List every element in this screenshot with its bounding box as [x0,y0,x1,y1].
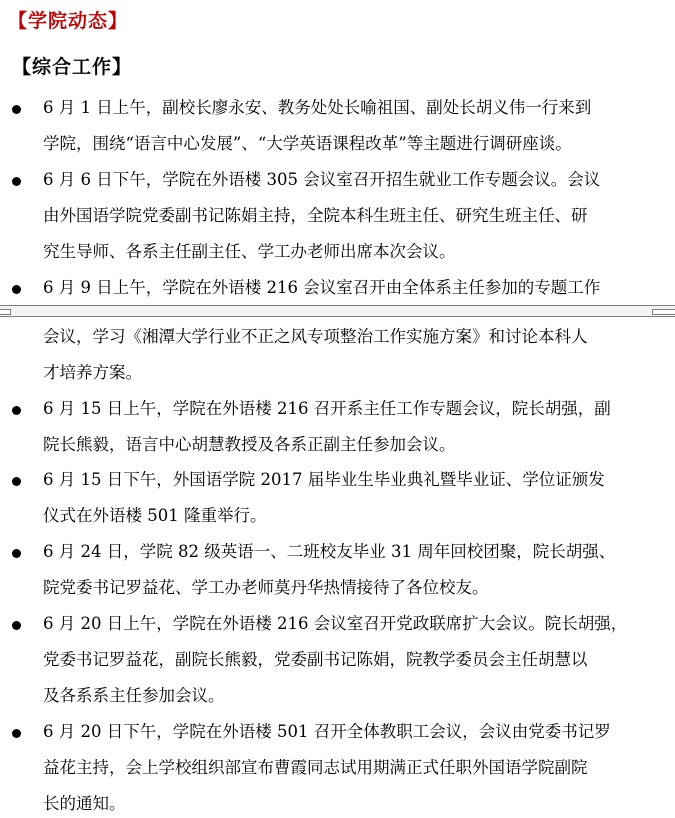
page-break-separator [0,305,675,317]
item-text-line: 究生导师、各系主任副主任、学工办老师出席本次会议。 [43,242,456,261]
item-text-line: 仪式在外语楼 501 隆重举行。 [43,506,267,525]
item-text-line: 院长熊毅，语言中心胡慧教授及各系正副主任参加会议。 [43,435,456,454]
subsection-title: 【综合工作】 [12,56,133,78]
item-text-line: 6 月 20 日上午，学院在外语楼 216 会议室召开党政联席扩大会议。院长胡强， [43,614,628,633]
bullet-icon [12,549,21,558]
item-text-line: 院党委书记罗益花、学工办老师莫丹华热情接待了各位校友。 [43,578,489,597]
bullet-icon [12,177,21,186]
item-text-line: 党委书记罗益花，副院长熊毅，党委副书记陈娟，院教学委员会主任胡慧以 [43,650,588,669]
item-text-line: 6 月 24 日，学院 82 级英语一、二班校友毕业 31 周年回校团聚，院长胡强、 [43,542,616,561]
section-title: 【学院动态】 [8,10,129,32]
bullet-icon [12,406,21,415]
item-text-line: 由外国语学院党委副书记陈娟主持，全院本科生班主任、研究生班主任、研 [43,206,588,225]
bullet-icon [12,621,21,630]
item-text-line: 益花主持，会上学校组织部宣布曹霞同志试用期满正式任职外国语学院副院 [43,758,588,777]
item-text-line: 6 月 15 日上午，学院在外语楼 216 召开系主任工作专题会议，院长胡强，副 [43,399,611,418]
item-text-line: 6 月 20 日下午，学院在外语楼 501 召开全体教职工会议，会议由党委书记罗 [43,722,611,741]
item-text-line: 才培养方案。 [43,363,142,382]
item-text-line: 6 月 6 日下午，学院在外语楼 305 会议室召开招生就业工作专题会议。会议 [43,170,601,189]
bullet-icon [12,105,21,114]
item-text-line: 6 月 15 日下午，外国语学院 2017 届毕业生毕业典礼暨毕业证、学位证颁发 [43,470,605,489]
item-text-line: 6 月 1 日上午，副校长廖永安、教务处处长喻祖国、副处长胡义伟一行来到 [43,98,592,117]
bullet-icon [12,477,21,486]
item-text-line: 会议，学习《湘潭大学行业不正之风专项整治工作实施方案》和讨论本科人 [43,327,588,346]
bullet-icon [12,285,21,294]
item-text-line: 学院，围绕“语言中心发展”、“大学英语课程改革”等主题进行调研座谈。 [43,134,572,153]
item-text-line: 长的通知。 [43,794,126,813]
item-text-line: 6 月 9 日上午，学院在外语楼 216 会议室召开由全体系主任参加的专题工作 [43,278,601,297]
item-text-line: 及各系系主任参加会议。 [43,686,225,705]
bullet-icon [12,729,21,738]
